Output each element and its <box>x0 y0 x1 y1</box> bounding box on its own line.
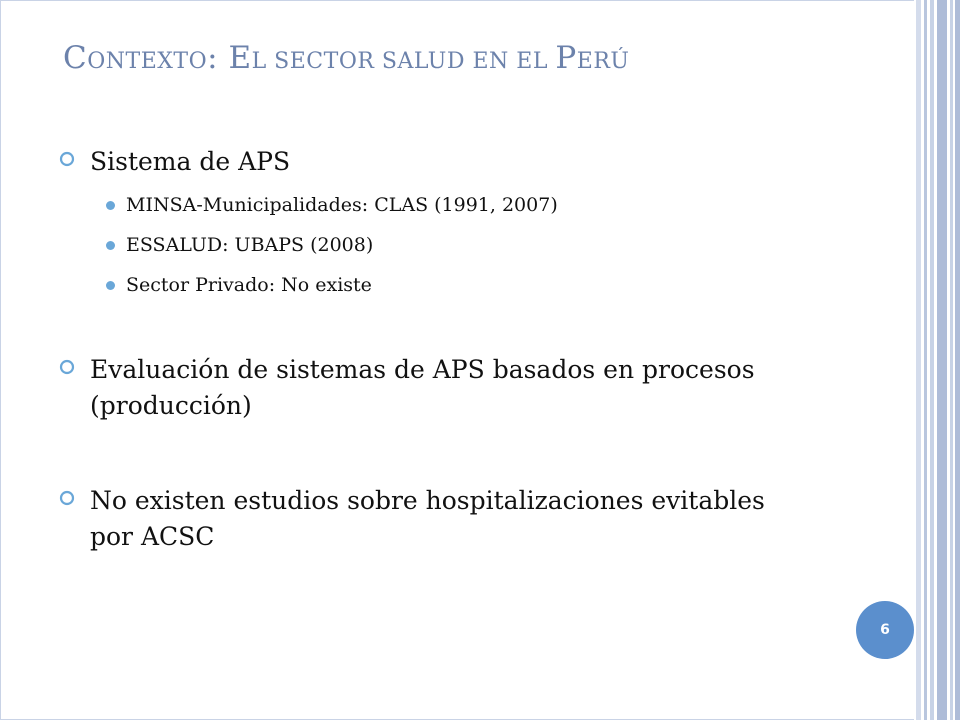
filled-dot-icon <box>106 241 115 250</box>
decorative-stripe <box>930 0 934 720</box>
bullet-text: Evaluación de sistemas de APS basados en procesos (producción) <box>90 355 755 420</box>
decorative-stripe <box>916 0 921 720</box>
decorative-stripe <box>955 0 960 720</box>
title-segment: P <box>555 40 577 76</box>
title-segment: ERÚ <box>576 49 630 74</box>
bullet-text: Sistema de APS <box>90 147 291 176</box>
hollow-circle-icon <box>58 489 76 507</box>
title-segment: L SECTOR SALUD EN EL <box>251 49 556 74</box>
decorative-stripe <box>937 0 947 720</box>
filled-dot-icon <box>106 201 115 210</box>
sub-bullet-text: ESSALUD: UBAPS (2008) <box>126 234 374 256</box>
slide-title <box>63 38 629 76</box>
decorative-stripe <box>950 0 953 720</box>
title-segment: ONTEXTO <box>87 49 208 74</box>
decorative-stripe <box>924 0 927 720</box>
hollow-circle-icon <box>58 150 76 168</box>
hollow-circle-icon <box>58 358 76 376</box>
sub-bullet-text: MINSA-Municipalidades: CLAS (1991, 2007) <box>126 194 558 216</box>
sub-bullet-text: Sector Privado: No existe <box>126 274 372 296</box>
page-number-badge: 6 <box>856 601 914 659</box>
bullet-text: No existen estudios sobre hospitalizaciones evitables por ACSC <box>90 486 765 551</box>
title-segment: : E <box>207 40 252 76</box>
filled-dot-icon <box>106 281 115 290</box>
title-segment: C <box>63 40 88 76</box>
